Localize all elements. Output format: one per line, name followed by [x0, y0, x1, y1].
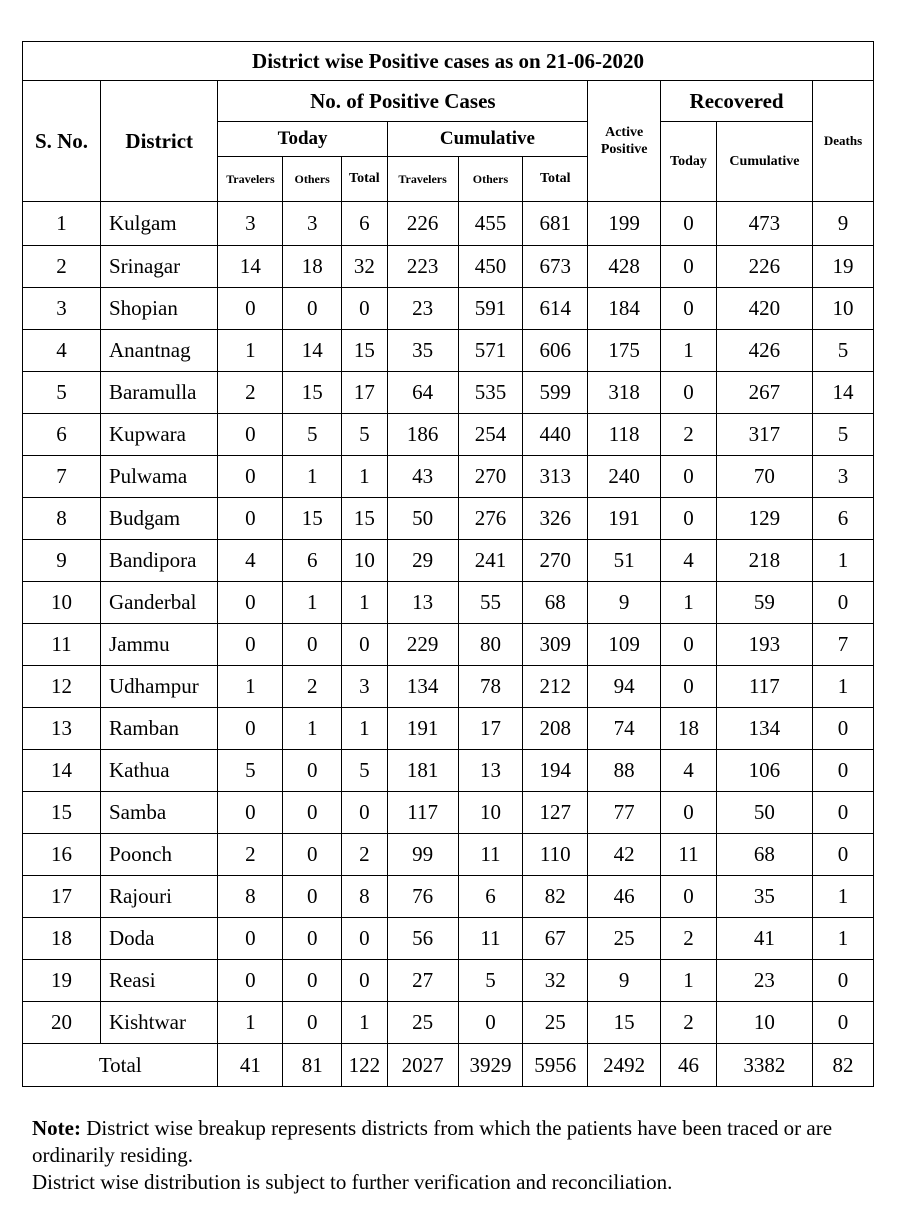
cell-sno: 16	[23, 834, 101, 876]
note-paragraph-1	[32, 1115, 882, 1169]
cell-cumulative-others: 11	[458, 834, 523, 876]
cell-district: Pulwama	[100, 456, 218, 498]
cell-cumulative-others: 55	[458, 582, 523, 624]
cell-recovered-today: 0	[661, 498, 717, 540]
cell-deaths: 0	[813, 750, 874, 792]
table-row	[23, 750, 874, 792]
cell-today-others: 14	[283, 330, 342, 372]
cell-district: Rajouri	[100, 876, 218, 918]
cell-today-travelers: 0	[218, 918, 283, 960]
cell-today-others: 0	[283, 792, 342, 834]
cell-today-others: 0	[283, 288, 342, 330]
table-row	[23, 666, 874, 708]
cell-recovered-cumulative: 70	[716, 456, 812, 498]
cell-today-others: 0	[283, 960, 342, 1002]
cell-recovered-cumulative: 129	[716, 498, 812, 540]
total-today-others: 81	[283, 1044, 342, 1087]
cell-recovered-cumulative: 426	[716, 330, 812, 372]
note-text-1: District wise breakup represents districts from which the patients have been traced or are ordinarily residing.	[32, 1116, 833, 1167]
cell-recovered-cumulative: 317	[716, 414, 812, 456]
cell-sno: 12	[23, 666, 101, 708]
header-recovered: Recovered	[661, 81, 813, 122]
cell-active-positive: 51	[588, 540, 661, 582]
cell-cumulative-total: 82	[523, 876, 588, 918]
cell-recovered-today: 1	[661, 330, 717, 372]
cell-recovered-today: 2	[661, 1002, 717, 1044]
cell-active-positive: 109	[588, 624, 661, 666]
cell-cumulative-others: 11	[458, 918, 523, 960]
cell-recovered-today: 0	[661, 288, 717, 330]
cell-sno: 20	[23, 1002, 101, 1044]
cell-recovered-today: 0	[661, 202, 717, 246]
cell-today-travelers: 4	[218, 540, 283, 582]
cell-district: Ramban	[100, 708, 218, 750]
cell-today-others: 5	[283, 414, 342, 456]
cell-today-others: 0	[283, 918, 342, 960]
cell-today-total: 1	[342, 708, 388, 750]
cell-deaths: 1	[813, 876, 874, 918]
header-cumulative-others: Others	[458, 157, 523, 202]
cell-cumulative-others: 276	[458, 498, 523, 540]
cell-today-total: 8	[342, 876, 388, 918]
cell-deaths: 1	[813, 666, 874, 708]
cell-recovered-today: 0	[661, 876, 717, 918]
footnote	[32, 1115, 882, 1196]
header-sno: S. No.	[23, 81, 101, 202]
cell-cumulative-others: 455	[458, 202, 523, 246]
cell-cumulative-others: 571	[458, 330, 523, 372]
cell-sno: 11	[23, 624, 101, 666]
cell-today-total: 15	[342, 330, 388, 372]
table-row	[23, 1002, 874, 1044]
table-row	[23, 708, 874, 750]
cell-recovered-today: 18	[661, 708, 717, 750]
cell-today-others: 3	[283, 202, 342, 246]
cell-recovered-today: 4	[661, 750, 717, 792]
cell-today-total: 0	[342, 960, 388, 1002]
cell-deaths: 14	[813, 372, 874, 414]
cell-recovered-today: 0	[661, 246, 717, 288]
cell-today-travelers: 14	[218, 246, 283, 288]
cell-today-total: 5	[342, 414, 388, 456]
cell-active-positive: 118	[588, 414, 661, 456]
district-rows	[23, 202, 874, 1044]
cell-today-travelers: 0	[218, 456, 283, 498]
cell-cumulative-travelers: 56	[387, 918, 458, 960]
cell-active-positive: 15	[588, 1002, 661, 1044]
table-row	[23, 624, 874, 666]
cell-sno: 10	[23, 582, 101, 624]
positive-cases-table	[22, 41, 874, 1087]
cell-district: Ganderbal	[100, 582, 218, 624]
cell-active-positive: 74	[588, 708, 661, 750]
cell-sno: 3	[23, 288, 101, 330]
cell-recovered-cumulative: 117	[716, 666, 812, 708]
cell-deaths: 0	[813, 960, 874, 1002]
cell-cumulative-travelers: 134	[387, 666, 458, 708]
cell-sno: 17	[23, 876, 101, 918]
header-today-total: Total	[342, 157, 388, 202]
cell-today-travelers: 0	[218, 288, 283, 330]
cell-district: Bandipora	[100, 540, 218, 582]
cell-recovered-today: 4	[661, 540, 717, 582]
table-row	[23, 456, 874, 498]
header-active-positive: Active Positive	[588, 81, 661, 202]
cell-today-travelers: 2	[218, 834, 283, 876]
cell-active-positive: 240	[588, 456, 661, 498]
cell-today-travelers: 5	[218, 750, 283, 792]
cell-today-total: 32	[342, 246, 388, 288]
cell-cumulative-total: 212	[523, 666, 588, 708]
total-cumulative-travelers: 2027	[387, 1044, 458, 1087]
cell-sno: 1	[23, 202, 101, 246]
cell-sno: 8	[23, 498, 101, 540]
cell-today-total: 1	[342, 1002, 388, 1044]
cell-today-total: 0	[342, 288, 388, 330]
cell-recovered-cumulative: 41	[716, 918, 812, 960]
cell-cumulative-total: 309	[523, 624, 588, 666]
cell-today-total: 1	[342, 456, 388, 498]
cell-cumulative-travelers: 25	[387, 1002, 458, 1044]
cell-sno: 14	[23, 750, 101, 792]
cell-cumulative-travelers: 27	[387, 960, 458, 1002]
cell-cumulative-travelers: 43	[387, 456, 458, 498]
header-cumulative-total: Total	[523, 157, 588, 202]
cell-recovered-cumulative: 35	[716, 876, 812, 918]
cell-today-travelers: 0	[218, 582, 283, 624]
cell-recovered-today: 0	[661, 792, 717, 834]
header-district: District	[100, 81, 218, 202]
header-cumulative: Cumulative	[387, 122, 588, 157]
cell-recovered-today: 1	[661, 582, 717, 624]
cell-cumulative-others: 450	[458, 246, 523, 288]
cell-today-others: 0	[283, 834, 342, 876]
table-row	[23, 876, 874, 918]
cell-today-travelers: 1	[218, 666, 283, 708]
cell-today-total: 10	[342, 540, 388, 582]
cell-cumulative-total: 614	[523, 288, 588, 330]
cell-cumulative-total: 326	[523, 498, 588, 540]
cell-district: Shopian	[100, 288, 218, 330]
cell-cumulative-total: 440	[523, 414, 588, 456]
cell-today-travelers: 0	[218, 792, 283, 834]
cell-today-travelers: 0	[218, 624, 283, 666]
cell-cumulative-total: 67	[523, 918, 588, 960]
cell-today-total: 6	[342, 202, 388, 246]
cell-cumulative-others: 10	[458, 792, 523, 834]
cell-recovered-today: 0	[661, 372, 717, 414]
cell-today-others: 0	[283, 876, 342, 918]
table-row	[23, 834, 874, 876]
cell-active-positive: 94	[588, 666, 661, 708]
cell-district: Kathua	[100, 750, 218, 792]
cell-active-positive: 428	[588, 246, 661, 288]
note-text-2: District wise distribution is subject to further verification and reconciliation.	[32, 1170, 673, 1194]
header-cumulative-travelers: Travelers	[387, 157, 458, 202]
cell-cumulative-travelers: 13	[387, 582, 458, 624]
cell-today-total: 2	[342, 834, 388, 876]
cell-cumulative-others: 535	[458, 372, 523, 414]
cell-today-travelers: 0	[218, 960, 283, 1002]
cell-sno: 7	[23, 456, 101, 498]
cell-district: Jammu	[100, 624, 218, 666]
total-recovered-today: 46	[661, 1044, 717, 1087]
cell-district: Reasi	[100, 960, 218, 1002]
cell-today-total: 1	[342, 582, 388, 624]
cell-today-travelers: 0	[218, 498, 283, 540]
table-row	[23, 792, 874, 834]
cell-active-positive: 42	[588, 834, 661, 876]
cell-deaths: 5	[813, 330, 874, 372]
cell-cumulative-total: 270	[523, 540, 588, 582]
total-cumulative-others: 3929	[458, 1044, 523, 1087]
header-today-others: Others	[283, 157, 342, 202]
total-today-travelers: 41	[218, 1044, 283, 1087]
cell-deaths: 7	[813, 624, 874, 666]
cell-cumulative-others: 241	[458, 540, 523, 582]
cell-today-others: 18	[283, 246, 342, 288]
cell-today-travelers: 3	[218, 202, 283, 246]
cell-district: Budgam	[100, 498, 218, 540]
total-row	[23, 1044, 874, 1087]
cell-cumulative-travelers: 226	[387, 202, 458, 246]
cell-recovered-cumulative: 473	[716, 202, 812, 246]
cell-cumulative-total: 606	[523, 330, 588, 372]
cell-recovered-cumulative: 68	[716, 834, 812, 876]
table-row	[23, 202, 874, 246]
cell-cumulative-others: 6	[458, 876, 523, 918]
cell-sno: 4	[23, 330, 101, 372]
cell-cumulative-total: 208	[523, 708, 588, 750]
cell-today-travelers: 1	[218, 330, 283, 372]
cell-sno: 5	[23, 372, 101, 414]
cell-today-travelers: 2	[218, 372, 283, 414]
cell-cumulative-total: 110	[523, 834, 588, 876]
cell-today-total: 3	[342, 666, 388, 708]
cell-recovered-cumulative: 193	[716, 624, 812, 666]
cell-active-positive: 191	[588, 498, 661, 540]
cell-recovered-today: 0	[661, 456, 717, 498]
table-row	[23, 498, 874, 540]
cell-deaths: 0	[813, 1002, 874, 1044]
table-row	[23, 540, 874, 582]
cell-active-positive: 199	[588, 202, 661, 246]
cell-today-others: 15	[283, 372, 342, 414]
header-recovered-cumulative: Cumulative	[716, 122, 812, 202]
cell-active-positive: 46	[588, 876, 661, 918]
table-row	[23, 246, 874, 288]
cell-recovered-cumulative: 420	[716, 288, 812, 330]
cell-today-others: 0	[283, 750, 342, 792]
cell-district: Kupwara	[100, 414, 218, 456]
table-title: District wise Positive cases as on 21-06-2020	[23, 42, 874, 81]
header-today-travelers: Travelers	[218, 157, 283, 202]
cell-today-total: 0	[342, 624, 388, 666]
cell-district: Srinagar	[100, 246, 218, 288]
cell-deaths: 0	[813, 792, 874, 834]
cell-cumulative-travelers: 186	[387, 414, 458, 456]
cell-sno: 2	[23, 246, 101, 288]
cell-recovered-today: 0	[661, 666, 717, 708]
cell-deaths: 9	[813, 202, 874, 246]
cell-today-travelers: 1	[218, 1002, 283, 1044]
total-recovered-cumulative: 3382	[716, 1044, 812, 1087]
cell-recovered-cumulative: 59	[716, 582, 812, 624]
cell-deaths: 10	[813, 288, 874, 330]
cell-deaths: 19	[813, 246, 874, 288]
cell-cumulative-total: 313	[523, 456, 588, 498]
cell-active-positive: 9	[588, 582, 661, 624]
cell-cumulative-travelers: 35	[387, 330, 458, 372]
cell-sno: 6	[23, 414, 101, 456]
cell-cumulative-total: 127	[523, 792, 588, 834]
header-positive-cases: No. of Positive Cases	[218, 81, 588, 122]
note-label: Note:	[32, 1116, 81, 1140]
cell-active-positive: 175	[588, 330, 661, 372]
cell-cumulative-travelers: 23	[387, 288, 458, 330]
cell-today-others: 0	[283, 624, 342, 666]
cell-cumulative-travelers: 191	[387, 708, 458, 750]
cell-cumulative-others: 254	[458, 414, 523, 456]
cell-today-total: 0	[342, 918, 388, 960]
cell-recovered-today: 0	[661, 624, 717, 666]
cell-cumulative-others: 270	[458, 456, 523, 498]
cell-cumulative-travelers: 229	[387, 624, 458, 666]
cell-cumulative-total: 68	[523, 582, 588, 624]
cell-recovered-cumulative: 10	[716, 1002, 812, 1044]
total-active-positive: 2492	[588, 1044, 661, 1087]
cell-deaths: 1	[813, 540, 874, 582]
cell-deaths: 5	[813, 414, 874, 456]
cell-recovered-cumulative: 226	[716, 246, 812, 288]
cell-today-total: 17	[342, 372, 388, 414]
cell-district: Doda	[100, 918, 218, 960]
cell-recovered-today: 2	[661, 414, 717, 456]
cell-cumulative-others: 13	[458, 750, 523, 792]
cell-district: Baramulla	[100, 372, 218, 414]
cell-today-others: 1	[283, 708, 342, 750]
cell-cumulative-travelers: 64	[387, 372, 458, 414]
cell-today-others: 1	[283, 582, 342, 624]
cell-sno: 9	[23, 540, 101, 582]
cell-cumulative-total: 194	[523, 750, 588, 792]
cell-district: Anantnag	[100, 330, 218, 372]
cell-cumulative-others: 80	[458, 624, 523, 666]
cell-active-positive: 88	[588, 750, 661, 792]
cell-recovered-cumulative: 106	[716, 750, 812, 792]
cell-cumulative-travelers: 117	[387, 792, 458, 834]
cell-active-positive: 9	[588, 960, 661, 1002]
cell-cumulative-others: 0	[458, 1002, 523, 1044]
table-row	[23, 414, 874, 456]
cell-deaths: 0	[813, 582, 874, 624]
cell-district: Kulgam	[100, 202, 218, 246]
cell-recovered-today: 2	[661, 918, 717, 960]
cell-sno: 19	[23, 960, 101, 1002]
cell-today-others: 6	[283, 540, 342, 582]
cell-today-travelers: 0	[218, 708, 283, 750]
cell-active-positive: 184	[588, 288, 661, 330]
cell-recovered-today: 11	[661, 834, 717, 876]
total-deaths: 82	[813, 1044, 874, 1087]
cell-cumulative-total: 681	[523, 202, 588, 246]
table-row	[23, 918, 874, 960]
cell-today-others: 2	[283, 666, 342, 708]
cell-deaths: 6	[813, 498, 874, 540]
cell-deaths: 1	[813, 918, 874, 960]
table-row	[23, 960, 874, 1002]
cell-deaths: 0	[813, 834, 874, 876]
table-row	[23, 330, 874, 372]
cell-cumulative-travelers: 223	[387, 246, 458, 288]
cell-district: Poonch	[100, 834, 218, 876]
table-row	[23, 288, 874, 330]
cell-district: Udhampur	[100, 666, 218, 708]
header-deaths: Deaths	[813, 81, 874, 202]
cell-sno: 15	[23, 792, 101, 834]
cell-deaths: 3	[813, 456, 874, 498]
cell-cumulative-others: 78	[458, 666, 523, 708]
cell-cumulative-travelers: 181	[387, 750, 458, 792]
cell-today-others: 1	[283, 456, 342, 498]
cell-today-travelers: 8	[218, 876, 283, 918]
cell-cumulative-travelers: 29	[387, 540, 458, 582]
cell-cumulative-total: 32	[523, 960, 588, 1002]
table-row	[23, 372, 874, 414]
cell-cumulative-others: 591	[458, 288, 523, 330]
cell-district: Samba	[100, 792, 218, 834]
cell-today-total: 5	[342, 750, 388, 792]
cell-cumulative-travelers: 50	[387, 498, 458, 540]
header-recovered-today: Today	[661, 122, 717, 202]
total-cumulative-total: 5956	[523, 1044, 588, 1087]
header-today: Today	[218, 122, 387, 157]
cell-active-positive: 77	[588, 792, 661, 834]
cell-active-positive: 318	[588, 372, 661, 414]
cell-recovered-cumulative: 23	[716, 960, 812, 1002]
cell-cumulative-total: 25	[523, 1002, 588, 1044]
cell-district: Kishtwar	[100, 1002, 218, 1044]
cell-today-others: 0	[283, 1002, 342, 1044]
cell-recovered-today: 1	[661, 960, 717, 1002]
cell-cumulative-travelers: 76	[387, 876, 458, 918]
cell-recovered-cumulative: 134	[716, 708, 812, 750]
cell-deaths: 0	[813, 708, 874, 750]
total-today-total: 122	[342, 1044, 388, 1087]
cell-recovered-cumulative: 50	[716, 792, 812, 834]
cell-today-travelers: 0	[218, 414, 283, 456]
cell-cumulative-others: 17	[458, 708, 523, 750]
total-label: Total	[23, 1044, 218, 1087]
cell-recovered-cumulative: 218	[716, 540, 812, 582]
cell-sno: 13	[23, 708, 101, 750]
cell-active-positive: 25	[588, 918, 661, 960]
cell-cumulative-travelers: 99	[387, 834, 458, 876]
cell-today-total: 0	[342, 792, 388, 834]
cell-cumulative-total: 673	[523, 246, 588, 288]
cell-today-total: 15	[342, 498, 388, 540]
cell-cumulative-total: 599	[523, 372, 588, 414]
cell-recovered-cumulative: 267	[716, 372, 812, 414]
table-row	[23, 582, 874, 624]
cell-today-others: 15	[283, 498, 342, 540]
cell-cumulative-others: 5	[458, 960, 523, 1002]
cell-sno: 18	[23, 918, 101, 960]
